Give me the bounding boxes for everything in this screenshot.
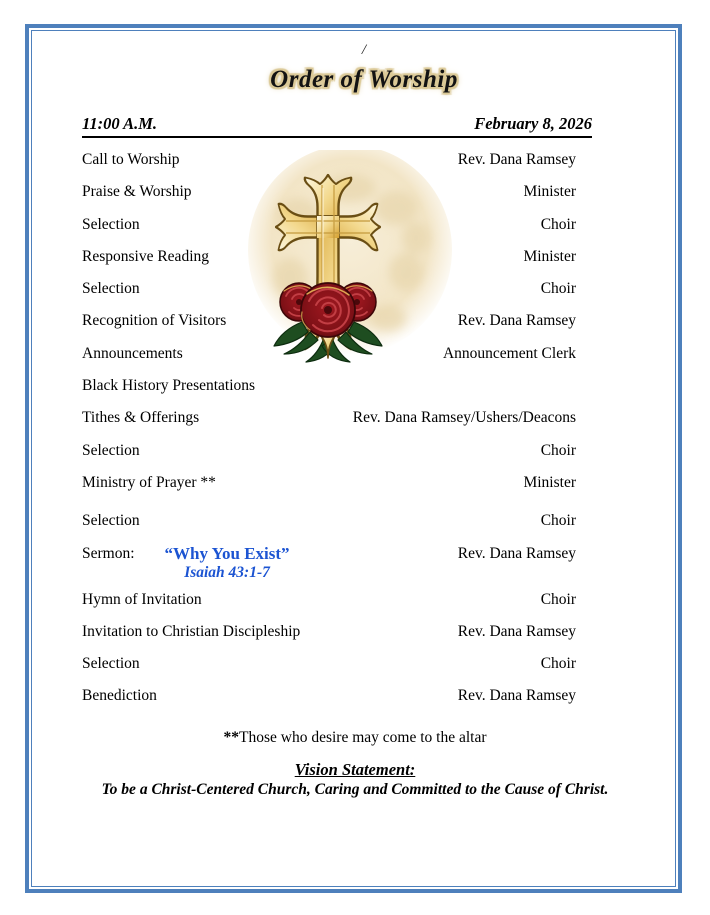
stray-slash-mark: /	[361, 42, 367, 58]
program-item-assignee: Minister	[523, 183, 576, 201]
program-row	[82, 215, 576, 247]
program-row	[82, 182, 576, 214]
program-item-label: Invitation to Christian Discipleship	[82, 622, 301, 640]
program-item-assignee: Choir	[540, 280, 576, 298]
program-item-assignee: Choir	[540, 590, 576, 608]
program-item-label: Selection	[82, 280, 140, 298]
program-item-assignee: Announcement Clerk	[442, 344, 576, 362]
sermon-title: “Why You Exist”	[164, 543, 290, 563]
program-row	[82, 590, 576, 622]
page-title: Order of Worship	[270, 66, 458, 93]
program-item-assignee: Choir	[540, 512, 576, 530]
program-item-assignee: Choir	[540, 215, 576, 233]
program-row	[82, 473, 576, 505]
program-item-label: Sermon:	[82, 544, 135, 562]
order-of-service-list	[82, 150, 576, 719]
altar-call-footnote	[0, 729, 710, 747]
program-item-assignee: Choir	[540, 655, 576, 673]
program-item-assignee: Rev. Dana Ramsey/Ushers/Deacons	[352, 409, 576, 427]
program-item-assignee: Rev. Dana Ramsey	[457, 312, 576, 330]
service-time-date-line	[82, 114, 592, 138]
program-item-assignee: Minister	[523, 473, 576, 491]
program-row	[82, 408, 576, 440]
program-row	[82, 247, 576, 279]
program-row-sermon	[82, 544, 576, 590]
program-item-label: Black History Presentations	[82, 377, 256, 395]
program-row	[82, 441, 576, 473]
sermon-details	[165, 544, 290, 583]
program-row	[82, 344, 576, 376]
program-row	[82, 376, 576, 408]
service-time: 11:00 A.M.	[82, 114, 158, 133]
program-row	[82, 279, 576, 311]
program-item-label: Ministry of Prayer **	[82, 473, 216, 491]
service-date: February 8, 2026	[474, 114, 592, 133]
program-item-label: Praise & Worship	[82, 183, 192, 201]
sermon-scripture-reference: Isaiah 43:1-7	[184, 563, 270, 581]
program-item-label: Recognition of Visitors	[82, 312, 227, 330]
vision-statement-section	[0, 760, 710, 799]
program-item-label: Selection	[82, 655, 140, 673]
program-item-label: Tithes & Offerings	[82, 409, 200, 427]
program-item-label: Benediction	[82, 687, 157, 705]
vision-statement-heading: Vision Statement:	[294, 760, 416, 779]
program-row	[82, 686, 576, 718]
footnote-asterisks: **	[223, 729, 239, 746]
program-item-label: Responsive Reading	[82, 247, 209, 265]
program-row	[82, 511, 576, 543]
program-item-assignee: Rev. Dana Ramsey	[457, 151, 576, 168]
program-item-label: Selection	[82, 441, 140, 459]
program-row	[82, 654, 576, 686]
program-item-assignee: Choir	[540, 441, 576, 459]
program-item-assignee: Rev. Dana Ramsey	[457, 544, 576, 562]
program-item-assignee: Rev. Dana Ramsey	[457, 687, 576, 705]
program-item-label: Call to Worship	[82, 151, 180, 168]
program-item-label: Announcements	[82, 344, 183, 362]
program-item-label: Hymn of Invitation	[82, 590, 202, 608]
footnote-text: Those who desire may come to the altar	[239, 729, 487, 746]
program-item-label: Selection	[82, 512, 140, 530]
vision-statement-text: To be a Christ-Centered Church, Caring and Committed to the Cause of Christ.	[101, 781, 609, 798]
program-row	[82, 311, 576, 343]
program-item-label: Selection	[82, 215, 140, 233]
program-item-assignee: Rev. Dana Ramsey	[457, 622, 576, 640]
program-row	[82, 622, 576, 654]
program-row	[82, 150, 576, 182]
program-item-assignee: Minister	[523, 247, 576, 265]
